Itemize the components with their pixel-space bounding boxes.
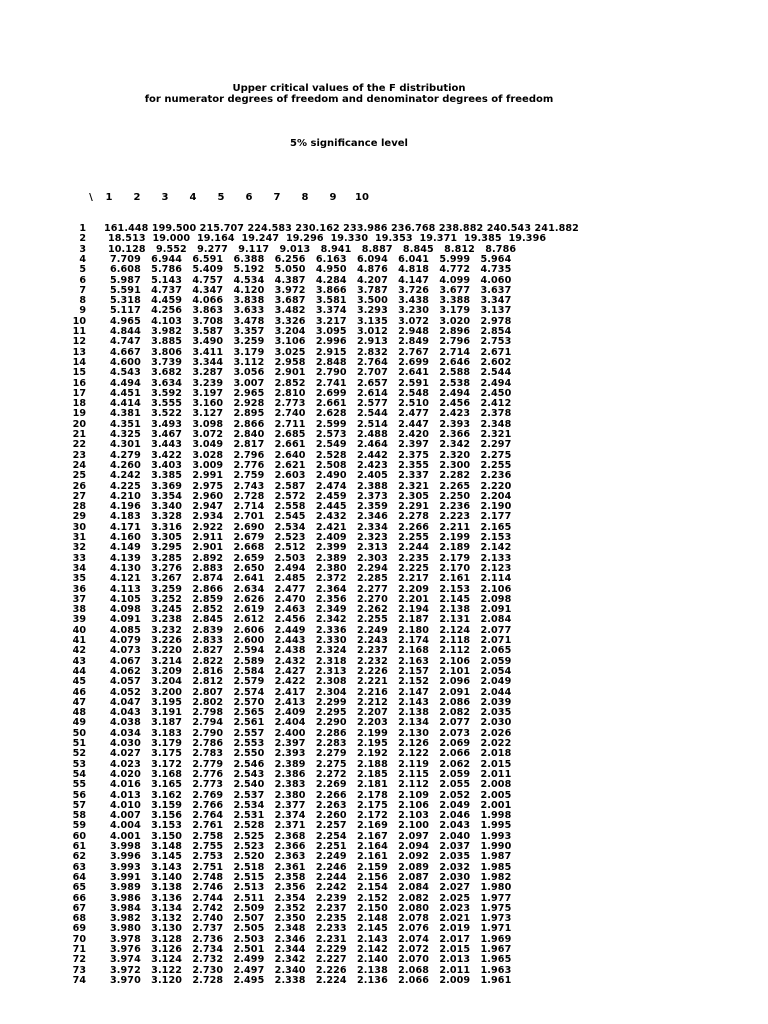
row-number: 13 <box>72 346 86 358</box>
row-values: 5.591 4.737 4.347 4.120 3.972 3.866 3.787 3.726 3.677 3.637 <box>110 284 512 296</box>
row-values: 4.052 3.200 2.807 2.574 2.417 2.304 2.216 2.147 2.091 2.044 <box>110 686 512 698</box>
row-number: 59 <box>72 820 86 832</box>
row-values: 4.196 3.340 2.947 2.714 2.558 2.445 2.359 2.291 2.236 2.190 <box>110 501 512 513</box>
row-number: 58 <box>72 810 86 822</box>
row-number: 40 <box>72 624 86 636</box>
row-values: 4.543 3.682 3.287 3.056 2.901 2.790 2.707 2.641 2.588 2.544 <box>110 367 512 379</box>
corner-label: \ <box>89 192 93 203</box>
row-values: 4.844 3.982 3.587 3.357 3.204 3.095 3.012 2.948 2.896 2.854 <box>110 326 512 337</box>
row-values: 4.047 3.195 2.802 2.570 2.413 2.299 2.212 2.143 2.086 2.039 <box>110 696 512 708</box>
row-number: 23 <box>72 449 86 461</box>
row-number: 5 <box>79 264 86 276</box>
row-values: 3.991 3.140 2.748 2.515 2.358 2.244 2.156 2.087 2.030 1.982 <box>110 871 512 883</box>
row-values: 4.030 3.179 2.786 2.553 2.397 2.283 2.195 2.126 2.069 2.022 <box>110 738 512 749</box>
row-number: 22 <box>72 439 86 451</box>
row-number: 7 <box>79 284 86 296</box>
row-values: 3.982 3.132 2.740 2.507 2.350 2.235 2.148 2.078 2.021 1.973 <box>110 913 512 925</box>
column-header: 1 <box>105 192 113 203</box>
row-number: 70 <box>72 933 86 945</box>
row-number: 65 <box>72 882 86 894</box>
row-values: 4.279 3.422 3.028 2.796 2.640 2.528 2.442 2.375 2.320 2.275 <box>110 449 512 461</box>
row-values: 4.149 3.295 2.901 2.668 2.512 2.399 2.313 2.244 2.189 2.142 <box>110 542 512 554</box>
row-number: 50 <box>72 727 86 739</box>
row-values: 4.667 3.806 3.411 3.179 3.025 2.915 2.832 2.767 2.714 2.671 <box>110 346 512 358</box>
row-values: 5.117 4.256 3.863 3.633 3.482 3.374 3.293 3.230 3.179 3.137 <box>110 305 512 317</box>
row-number: 14 <box>72 356 86 368</box>
column-header: 5 <box>217 192 225 203</box>
row-values: 4.085 3.232 2.839 2.606 2.449 2.336 2.249 2.180 2.124 2.077 <box>110 624 512 636</box>
column-header: 4 <box>189 192 197 203</box>
row-number: 64 <box>72 871 86 883</box>
row-values: 4.600 3.739 3.344 3.112 2.958 2.848 2.764 2.699 2.646 2.602 <box>110 356 512 368</box>
row-values: 4.007 3.156 2.764 2.531 2.374 2.260 2.172 2.103 2.046 1.998 <box>110 810 512 822</box>
row-values: 4.057 3.204 2.812 2.579 2.422 2.308 2.221 2.152 2.096 2.049 <box>110 676 512 688</box>
row-values: 5.987 5.143 4.757 4.534 4.387 4.284 4.207 4.147 4.099 4.060 <box>110 274 512 286</box>
row-values: 3.993 3.143 2.751 2.518 2.361 2.246 2.159 2.089 2.032 1.985 <box>110 861 512 873</box>
row-values: 3.984 3.134 2.742 2.509 2.352 2.237 2.150 2.080 2.023 1.975 <box>110 902 512 914</box>
row-number: 15 <box>72 367 86 379</box>
row-values: 4.351 3.493 3.098 2.866 2.711 2.599 2.514 2.447 2.393 2.348 <box>110 418 512 430</box>
row-number: 73 <box>72 964 86 976</box>
table-title: Upper critical values of the F distribution <box>232 83 466 94</box>
row-values: 4.121 3.267 2.874 2.641 2.485 2.372 2.285 2.217 2.161 2.114 <box>110 573 512 585</box>
row-values: 4.494 3.634 3.239 3.007 2.852 2.741 2.657 2.591 2.538 2.494 <box>110 377 512 389</box>
row-number: 26 <box>72 480 86 492</box>
row-values: 4.130 3.276 2.883 2.650 2.494 2.380 2.294 2.225 2.170 2.123 <box>110 562 512 574</box>
row-number: 36 <box>72 583 86 595</box>
row-number: 41 <box>72 635 86 646</box>
row-number: 45 <box>72 676 86 688</box>
row-number: 18 <box>72 398 86 410</box>
row-values: 4.013 3.162 2.769 2.537 2.380 2.266 2.178 2.109 2.052 2.005 <box>110 789 512 801</box>
column-header: 2 <box>133 192 141 203</box>
row-values: 3.972 3.122 2.730 2.497 2.340 2.226 2.138 2.068 2.011 1.963 <box>110 964 512 976</box>
row-values: 4.210 3.354 2.960 2.728 2.572 2.459 2.373 2.305 2.250 2.204 <box>110 490 512 502</box>
row-values: 3.996 3.145 2.753 2.520 2.363 2.249 2.161 2.092 2.035 1.987 <box>110 851 512 863</box>
row-number: 30 <box>72 521 86 533</box>
row-number: 44 <box>72 665 86 677</box>
row-values: 3.998 3.148 2.755 2.523 2.366 2.251 2.164 2.094 2.037 1.990 <box>110 841 512 852</box>
row-values: 3.978 3.128 2.736 2.503 2.346 2.231 2.143 2.074 2.017 1.969 <box>110 933 512 945</box>
row-values: 4.183 3.328 2.934 2.701 2.545 2.432 2.346 2.278 2.223 2.177 <box>110 511 512 523</box>
row-values: 4.020 3.168 2.776 2.543 2.386 2.272 2.185 2.115 2.059 2.011 <box>110 768 512 780</box>
row-values: 4.001 3.150 2.758 2.525 2.368 2.254 2.167 2.097 2.040 1.993 <box>110 830 512 842</box>
row-values: 18.513 19.000 19.164 19.247 19.296 19.330 19.353 19.371 19.385 19.396 <box>108 233 547 245</box>
row-values: 4.325 3.467 3.072 2.840 2.685 2.573 2.488 2.420 2.366 2.321 <box>110 429 512 440</box>
row-number: 48 <box>72 707 86 719</box>
row-number: 47 <box>72 696 86 708</box>
significance-level: 5% significance level <box>290 138 408 149</box>
row-number: 60 <box>72 830 86 842</box>
row-number: 24 <box>72 459 86 471</box>
row-number: 52 <box>72 748 86 760</box>
row-number: 29 <box>72 511 86 523</box>
row-number: 21 <box>72 429 86 440</box>
row-number: 74 <box>72 974 86 986</box>
row-number: 20 <box>72 418 86 430</box>
row-number: 46 <box>72 686 86 698</box>
row-number: 54 <box>72 768 86 780</box>
row-number: 12 <box>72 336 86 348</box>
column-header: 10 <box>355 192 369 203</box>
row-number: 11 <box>72 326 86 337</box>
row-values: 4.091 3.238 2.845 2.612 2.456 2.342 2.255 2.187 2.131 2.084 <box>110 614 512 626</box>
row-values: 3.976 3.126 2.734 2.501 2.344 2.229 2.142 2.072 2.015 1.967 <box>110 944 512 955</box>
row-values: 3.989 3.138 2.746 2.513 2.356 2.242 2.154 2.084 2.027 1.980 <box>110 882 512 894</box>
row-values: 4.242 3.385 2.991 2.759 2.603 2.490 2.405 2.337 2.282 2.236 <box>110 470 512 482</box>
row-values: 4.414 3.555 3.160 2.928 2.773 2.661 2.577 2.510 2.456 2.412 <box>110 398 512 410</box>
row-values: 4.027 3.175 2.783 2.550 2.393 2.279 2.192 2.122 2.066 2.018 <box>110 748 512 760</box>
row-number: 38 <box>72 604 86 616</box>
row-number: 68 <box>72 913 86 925</box>
row-values: 10.128 9.552 9.277 9.117 9.013 8.941 8.887 8.845 8.812 8.786 <box>108 243 517 255</box>
row-number: 33 <box>72 552 86 564</box>
row-values: 4.043 3.191 2.798 2.565 2.409 2.295 2.207 2.138 2.082 2.035 <box>110 707 512 719</box>
row-number: 62 <box>72 851 86 863</box>
row-number: 42 <box>72 645 86 657</box>
row-number: 53 <box>72 758 86 770</box>
row-values: 4.098 3.245 2.852 2.619 2.463 2.349 2.262 2.194 2.138 2.091 <box>110 604 512 616</box>
row-number: 57 <box>72 799 86 811</box>
row-values: 4.113 3.259 2.866 2.634 2.477 2.364 2.277 2.209 2.153 2.106 <box>110 583 512 595</box>
row-number: 56 <box>72 789 86 801</box>
row-number: 25 <box>72 470 86 482</box>
row-values: 3.974 3.124 2.732 2.499 2.342 2.227 2.140 2.070 2.013 1.965 <box>110 954 512 966</box>
row-values: 4.038 3.187 2.794 2.561 2.404 2.290 2.203 2.134 2.077 2.030 <box>110 717 512 729</box>
row-values: 4.139 3.285 2.892 2.659 2.503 2.389 2.303 2.235 2.179 2.133 <box>110 552 512 564</box>
row-number: 1 <box>79 223 86 234</box>
column-header: 7 <box>273 192 281 203</box>
row-number: 16 <box>72 377 86 389</box>
row-values: 4.067 3.214 2.822 2.589 2.432 2.318 2.232 2.163 2.106 2.059 <box>110 655 512 667</box>
row-values: 5.318 4.459 4.066 3.838 3.687 3.581 3.500 3.438 3.388 3.347 <box>110 295 512 307</box>
row-number: 8 <box>79 295 86 307</box>
row-number: 66 <box>72 892 86 904</box>
row-number: 17 <box>72 387 86 399</box>
row-number: 37 <box>72 593 86 605</box>
row-values: 4.079 3.226 2.833 2.600 2.443 2.330 2.243 2.174 2.118 2.071 <box>110 635 512 646</box>
row-values: 4.965 4.103 3.708 3.478 3.326 3.217 3.135 3.072 3.020 2.978 <box>110 315 512 327</box>
row-number: 2 <box>79 233 86 245</box>
row-values: 4.747 3.885 3.490 3.259 3.106 2.996 2.913 2.849 2.796 2.753 <box>110 336 512 348</box>
row-values: 161.448 199.500 215.707 224.583 230.162 233.986 236.768 238.882 240.543 241.882 <box>104 223 579 234</box>
row-number: 71 <box>72 944 86 955</box>
column-header: 3 <box>161 192 169 203</box>
row-number: 34 <box>72 562 86 574</box>
row-number: 39 <box>72 614 86 626</box>
row-number: 69 <box>72 923 86 935</box>
row-number: 4 <box>79 253 86 265</box>
row-number: 9 <box>79 305 86 317</box>
row-number: 35 <box>72 573 86 585</box>
row-values: 3.986 3.136 2.744 2.511 2.354 2.239 2.152 2.082 2.025 1.977 <box>110 892 512 904</box>
row-values: 3.970 3.120 2.728 2.495 2.338 2.224 2.136 2.066 2.009 1.961 <box>110 974 512 986</box>
table-subtitle: for numerator degrees of freedom and denominator degrees of freedom <box>144 94 554 105</box>
row-number: 32 <box>72 542 86 554</box>
row-values: 4.160 3.305 2.911 2.679 2.523 2.409 2.323 2.255 2.199 2.153 <box>110 532 512 543</box>
row-values: 4.004 3.153 2.761 2.528 2.371 2.257 2.169 2.100 2.043 1.995 <box>110 820 512 832</box>
row-number: 49 <box>72 717 86 729</box>
row-values: 3.980 3.130 2.737 2.505 2.348 2.233 2.145 2.076 2.019 1.971 <box>110 923 512 935</box>
row-values: 4.260 3.403 3.009 2.776 2.621 2.508 2.423 2.355 2.300 2.255 <box>110 459 512 471</box>
row-values: 4.171 3.316 2.922 2.690 2.534 2.421 2.334 2.266 2.211 2.165 <box>110 521 512 533</box>
row-number: 6 <box>79 274 86 286</box>
row-values: 4.225 3.369 2.975 2.743 2.587 2.474 2.388 2.321 2.265 2.220 <box>110 480 512 492</box>
row-number: 61 <box>72 841 86 852</box>
row-values: 4.451 3.592 3.197 2.965 2.810 2.699 2.614 2.548 2.494 2.450 <box>110 387 512 399</box>
row-number: 31 <box>72 532 86 543</box>
row-values: 4.381 3.522 3.127 2.895 2.740 2.628 2.544 2.477 2.423 2.378 <box>110 408 512 420</box>
row-values: 4.010 3.159 2.766 2.534 2.377 2.263 2.175 2.106 2.049 2.001 <box>110 799 512 811</box>
row-number: 43 <box>72 655 86 667</box>
row-values: 4.301 3.443 3.049 2.817 2.661 2.549 2.464 2.397 2.342 2.297 <box>110 439 512 451</box>
row-number: 72 <box>72 954 86 966</box>
row-values: 4.023 3.172 2.779 2.546 2.389 2.275 2.188 2.119 2.062 2.015 <box>110 758 512 770</box>
row-values: 4.105 3.252 2.859 2.626 2.470 2.356 2.270 2.201 2.145 2.098 <box>110 593 512 605</box>
row-number: 67 <box>72 902 86 914</box>
column-header: 8 <box>301 192 309 203</box>
row-values: 6.608 5.786 5.409 5.192 5.050 4.950 4.876 4.818 4.772 4.735 <box>110 264 512 276</box>
row-number: 3 <box>79 243 86 255</box>
row-number: 63 <box>72 861 86 873</box>
row-number: 19 <box>72 408 86 420</box>
row-values: 4.016 3.165 2.773 2.540 2.383 2.269 2.181 2.112 2.055 2.008 <box>110 779 512 791</box>
row-number: 28 <box>72 501 86 513</box>
row-values: 4.073 3.220 2.827 2.594 2.438 2.324 2.237 2.168 2.112 2.065 <box>110 645 512 657</box>
row-number: 10 <box>72 315 86 327</box>
column-header: 6 <box>245 192 253 203</box>
row-values: 4.062 3.209 2.816 2.584 2.427 2.313 2.226 2.157 2.101 2.054 <box>110 665 512 677</box>
row-number: 27 <box>72 490 86 502</box>
row-number: 55 <box>72 779 86 791</box>
row-values: 7.709 6.944 6.591 6.388 6.256 6.163 6.094 6.041 5.999 5.964 <box>110 253 512 265</box>
row-number: 51 <box>72 738 86 749</box>
row-values: 4.034 3.183 2.790 2.557 2.400 2.286 2.199 2.130 2.073 2.026 <box>110 727 512 739</box>
column-header: 9 <box>329 192 337 203</box>
